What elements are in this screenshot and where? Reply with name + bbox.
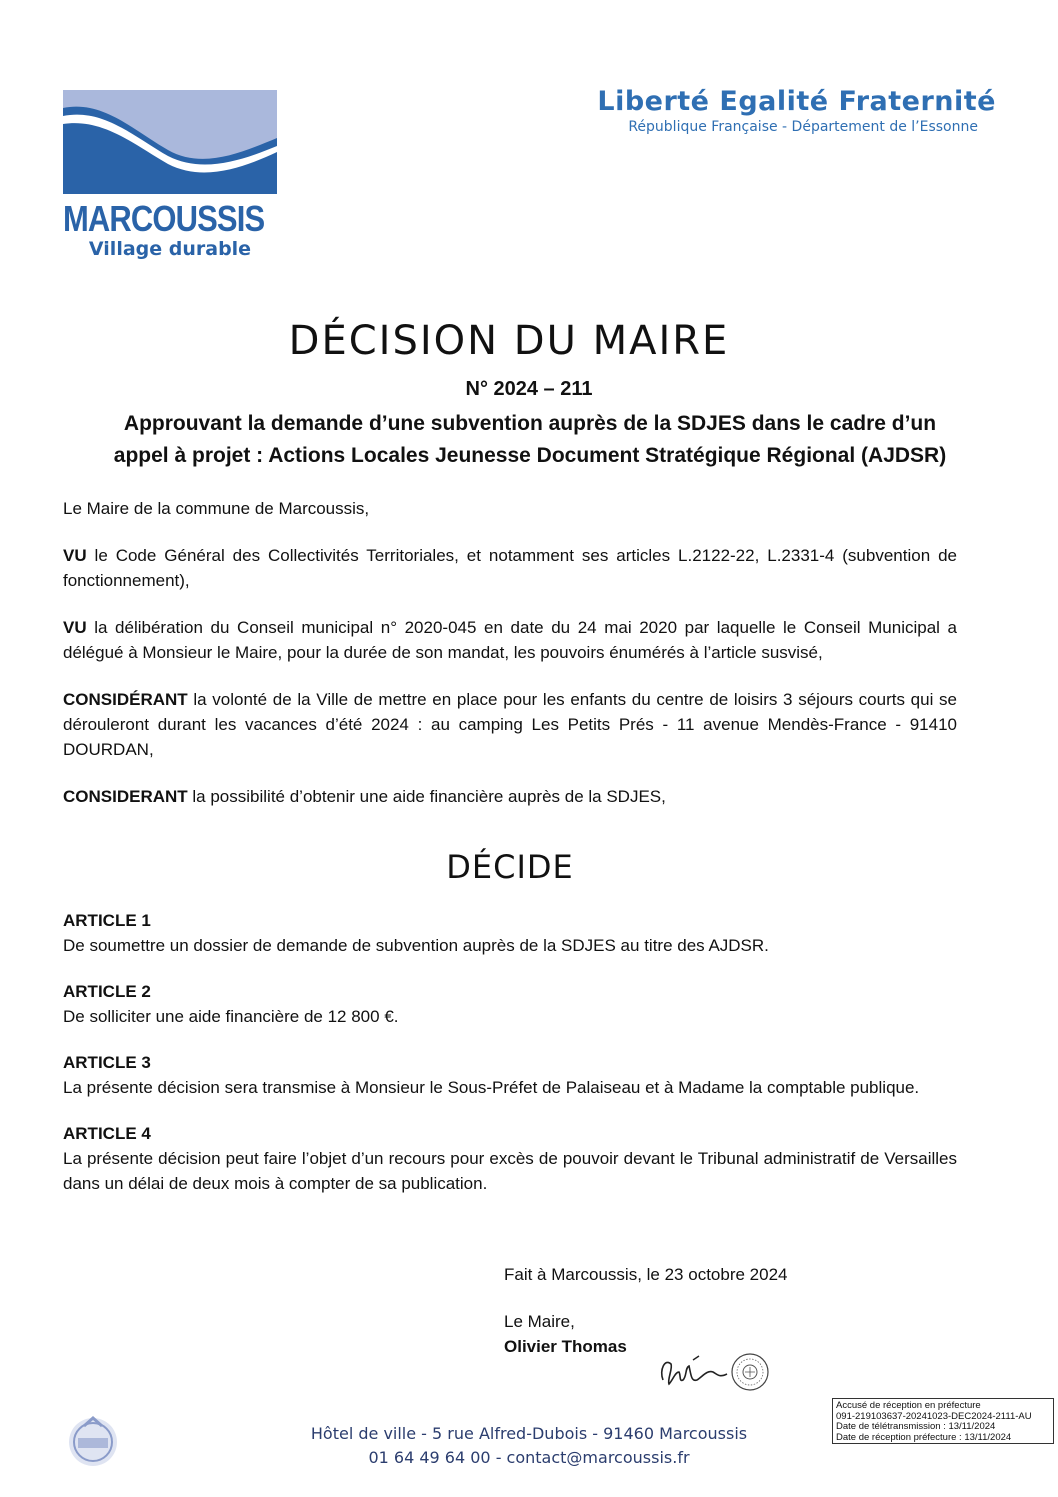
- considering-paragraph-1: CONSIDÉRANT la volonté de la Ville de mettre en place pour les enfants du centre de loisirs 3 séjours courts qui se dérouleront durant les vacances d’été 2024 : au camping Les Petits Prés - 11 avenue Mendès-France - 91410 DOURDAN,: [63, 690, 957, 759]
- article-heading: ARTICLE 1: [63, 911, 151, 930]
- article-heading: ARTICLE 2: [63, 982, 151, 1001]
- motto-main: Liberté Egalité Fraternité: [597, 86, 996, 117]
- prefecture-receipt-stamp: [832, 1398, 1054, 1444]
- considering-paragraph-2: CONSIDERANT la possibilité d’obtenir une aide financière auprès de la SDJES,: [63, 787, 666, 806]
- handwritten-signature: [655, 1350, 735, 1390]
- decision-number: N° 2024 – 211: [465, 378, 593, 400]
- article-1: [63, 908, 957, 958]
- article-heading: ARTICLE 3: [63, 1053, 151, 1072]
- document-title: DÉCISION DU MAIRE: [288, 318, 730, 364]
- motto-sub: République Française - Département de l’Essonne: [628, 119, 978, 135]
- signatory-name: Olivier Thomas: [504, 1337, 627, 1356]
- article-text: De soumettre un dossier de demande de subvention auprès de la SDJES au titre des AJDSR.: [63, 936, 769, 955]
- subject-line-2: appel à projet : Actions Locales Jeunesse Document Stratégique Régional (AJDSR): [113, 444, 947, 467]
- decide-heading: DÉCIDE: [446, 848, 574, 886]
- signature-block: [504, 1262, 787, 1359]
- footer-address: Hôtel de ville - 5 rue Alfred-Dubois - 91460 Marcoussis: [310, 1424, 748, 1443]
- vu-paragraph-1: VU le Code Général des Collectivités Territoriales, et notamment ses articles L.2122-22, L.2331-4 (subvention de fonctionnement),: [63, 546, 957, 590]
- article-4: [63, 1121, 957, 1196]
- article-3: [63, 1050, 957, 1100]
- stamp-line: Date de télétransmission : 13/11/2024: [836, 1421, 996, 1432]
- stamp-line: Date de réception préfecture : 13/11/2024: [836, 1431, 1012, 1443]
- logo-name: MARCOUSSIS: [63, 198, 265, 239]
- official-seal-icon: [730, 1352, 770, 1392]
- republic-motto: [597, 86, 996, 135]
- article-heading: ARTICLE 4: [63, 1124, 151, 1143]
- marcoussis-logo: [63, 90, 278, 260]
- article-2: [63, 979, 957, 1029]
- preamble: [63, 496, 957, 831]
- decision-subject: [60, 408, 1000, 472]
- vu-paragraph-2: VU la délibération du Conseil municipal n° 2020-045 en date du 24 mai 2020 par laquelle le Conseil Municipal a délégué à Monsieur le Maire, pour la durée de son mandat, les pouvoirs énumérés à l’article susvisé,: [63, 618, 957, 662]
- stamp-line: 091-219103637-20241023-DEC2024-2111-AU: [836, 1410, 1032, 1422]
- logo-tagline: Village durable: [88, 238, 252, 260]
- subject-line-1: Approuvant la demande d’une subvention auprès de la SDJES dans le cadre d’un: [123, 412, 937, 435]
- footer-contact: 01 64 49 64 00 - contact@marcoussis.fr: [368, 1448, 690, 1467]
- place-date: Fait à Marcoussis, le 23 octobre 2024: [504, 1265, 788, 1284]
- intro-paragraph: Le Maire de la commune de Marcoussis,: [63, 499, 370, 518]
- articles: [63, 908, 957, 1217]
- signatory-role: Le Maire,: [504, 1312, 575, 1331]
- article-text: De solliciter une aide financière de 12 800 €.: [63, 1007, 399, 1026]
- article-text: La présente décision sera transmise à Monsieur le Sous-Préfet de Palaiseau et à Madame la comptable publique.: [63, 1078, 920, 1097]
- wave-logo-icon: [63, 90, 277, 194]
- stamp-line: Accusé de réception en préfecture: [836, 1400, 981, 1411]
- article-text: La présente décision peut faire l’objet d’un recours pour excès de pouvoir devant le Tribunal administratif de Versailles dans un délai de deux mois à compter de sa publication.: [63, 1149, 957, 1193]
